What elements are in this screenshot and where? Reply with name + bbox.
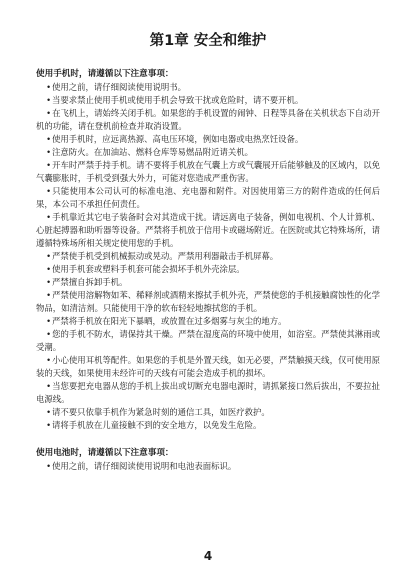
list-item-text: 使用之前，请仔细阅读使用说明和电池表面标识。 — [52, 461, 237, 471]
list-item — [36, 146, 380, 159]
bullet-icon: • — [46, 147, 52, 157]
bullet-icon: • — [46, 251, 52, 261]
list-item-text: 请将手机放在儿童接触不到的安全地方，以免发生危险。 — [52, 420, 262, 430]
list-item-text: 使用之前，请仔细阅读使用说明书。 — [52, 82, 187, 92]
list-item — [36, 328, 380, 354]
list-item — [36, 159, 380, 185]
section-heading-phone-use: 使用手机时，请遵循以下注意事项： — [36, 69, 174, 79]
chapter-title: 第1章 安全和维护 — [149, 33, 267, 49]
bullet-icon: • — [46, 407, 52, 417]
list-item — [36, 81, 380, 94]
phone-precautions-list — [36, 81, 380, 432]
list-item — [36, 107, 380, 133]
list-item-text: 使用手机时，应远离热源、高电压环境，例如电器或电热烹饪设备。 — [52, 134, 304, 144]
list-item-text: 严禁使手机受到机械振动或晃动。严禁用利器敲击手机屏幕。 — [52, 251, 279, 261]
list-item — [36, 133, 380, 146]
list-item-text: 当要求禁止使用手机或使用手机会导致干扰或危险时，请不要开机。 — [52, 95, 304, 105]
list-item-text: 当您要把充电器从您的手机上拔出或切断充电器电源时，请抓紧接口然后拔出，不要拉扯电源线。 — [36, 381, 380, 404]
list-item-text: 开车时严禁手持手机。请不要将手机放在气囊上方或气囊展开后能够触及的区域内，以免气囊膨胀时，手机受到强大外力，可能对您造成严重伤害。 — [36, 160, 380, 183]
battery-precautions-list — [36, 460, 380, 473]
bullet-icon: • — [46, 212, 52, 222]
bullet-icon: • — [46, 277, 52, 287]
list-item — [36, 315, 380, 328]
bullet-icon: • — [46, 264, 52, 274]
list-item — [36, 94, 380, 107]
list-item-text: 手机靠近其它电子装备时会对其造成干扰。请远离电子装备，例如电视机、个人计算机、心脏起搏器和助听器等设备。严禁将手机放于信用卡或磁场附近。在医院或其它特殊场所，请遵循特殊场所相关规定使用您的手机。 — [36, 212, 380, 248]
bullet-icon: • — [46, 381, 52, 391]
list-item-text: 您的手机不防水，请保持其干燥。严禁在湿度高的环境中使用，如浴室。严禁使其淋雨或受潮。 — [36, 329, 380, 352]
bullet-icon: • — [46, 461, 52, 471]
list-item — [36, 380, 380, 406]
bullet-icon: • — [46, 108, 52, 118]
bullet-icon: • — [46, 355, 52, 365]
bullet-icon: • — [46, 82, 52, 92]
page-number: 4 — [203, 549, 213, 563]
list-item — [36, 289, 380, 315]
list-item — [36, 276, 380, 289]
list-item-text: 在飞机上，请始终关闭手机。如果您的手机设置的闹钟、日程等具备在关机状态下自动开机的功能，请在登机前检查并取消设置。 — [36, 108, 380, 131]
bullet-icon: • — [46, 420, 52, 430]
bullet-icon: • — [46, 95, 52, 105]
list-item-text: 严禁擅自拆卸手机。 — [52, 277, 128, 287]
list-item-text: 严禁将手机放在阳光下暴晒，或放置在过多烟雾与灰尘的地方。 — [52, 316, 287, 326]
bullet-icon: • — [46, 160, 52, 170]
bullet-icon: • — [46, 290, 52, 300]
list-item — [36, 263, 380, 276]
list-item-text: 注意防火。在加油站、燃料仓库等易燃品附近请关机。 — [52, 147, 254, 157]
list-item-text: 使用手机套或塑料手机套可能会损坏手机外壳涂层。 — [52, 264, 245, 274]
list-item-text: 请不要只依靠手机作为紧急时刻的通信工具，如医疗救护。 — [52, 407, 270, 417]
list-item — [36, 354, 380, 380]
list-item — [36, 185, 380, 211]
list-item-text: 小心使用耳机等配件。如果您的手机是外置天线，如无必要，严禁触摸天线，仅可使用原装的天线，如果使用未经许可的天线有可能会造成手机的损坏。 — [36, 355, 380, 378]
bullet-icon: • — [46, 316, 52, 326]
bullet-icon: • — [46, 186, 52, 196]
bullet-icon: • — [46, 329, 52, 339]
list-item — [36, 460, 380, 473]
bullet-icon: • — [46, 134, 52, 144]
section-heading-battery-use: 使用电池时，请遵循以下注意事项： — [36, 448, 174, 458]
list-item — [36, 406, 380, 419]
list-item-text: 严禁使用溶解物如苯、稀释剂或酒精来擦拭手机外壳，严禁使您的手机接触腐蚀性的化学物品，如清洁剂。只能使用干净的软布轻轻地擦拭您的手机。 — [36, 290, 380, 313]
list-item — [36, 250, 380, 263]
list-item — [36, 211, 380, 250]
list-item-text: 只能使用本公司认可的标准电池、充电器和附件。对因使用第三方的附件造成的任何后果，本公司不承担任何责任。 — [36, 186, 380, 209]
list-item — [36, 419, 380, 432]
